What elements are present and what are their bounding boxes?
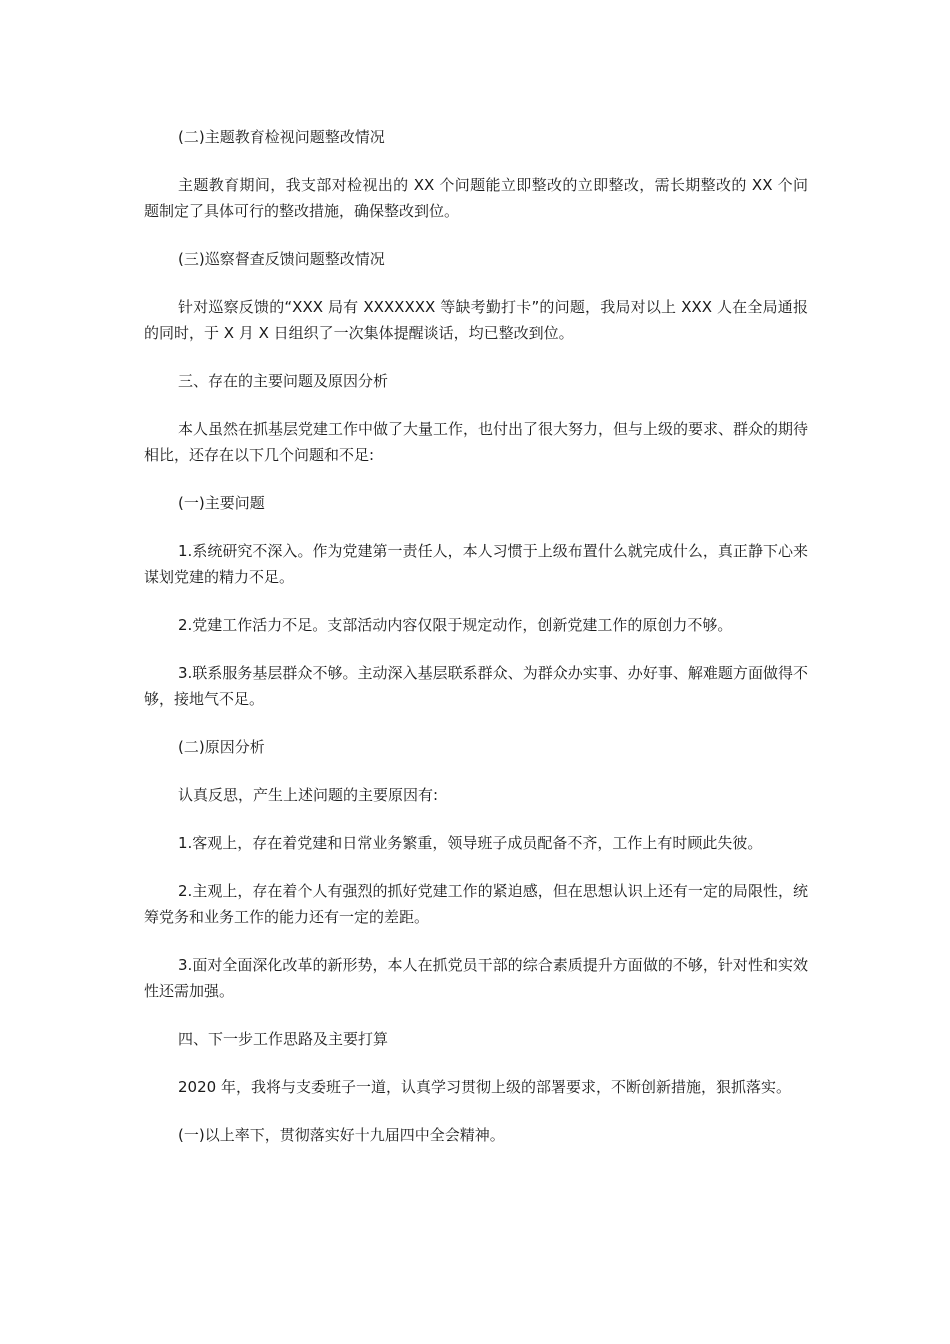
problem-item-3: 3.联系服务基层群众不够。主动深入基层联系群众、为群众办实事、办好事、解难题方面做得不够，接地气不足。 <box>144 664 808 708</box>
document-body <box>144 124 808 1170</box>
paragraph-theme-education-rectification: 主题教育期间，我支部对检视出的 XX 个问题能立即整改的立即整改，需长期整改的 XX 个问题制定了具体可行的整改措施，确保整改到位。 <box>144 176 808 220</box>
cause-item-2: 2.主观上，存在着个人有强烈的抓好党建工作的紧迫感，但在思想认识上还有一定的局限性，统筹党务和业务工作的能力还有一定的差距。 <box>144 882 808 926</box>
section-heading-main-problems: 三、存在的主要问题及原因分析 <box>178 372 389 390</box>
cause-item-3: 3.面对全面深化改革的新形势，本人在抓党员干部的综合素质提升方面做的不够，针对性和实效性还需加强。 <box>144 956 808 1000</box>
paragraph-2020-plan: 2020 年，我将与支委班子一道，认真学习贯彻上级的部署要求，不断创新措施，狠抓落实。 <box>178 1078 791 1096</box>
problem-item-1: 1.系统研究不深入。作为党建第一责任人，本人习惯于上级布置什么就完成什么，真正静下心来谋划党建的精力不足。 <box>144 542 808 586</box>
subsection-heading-lead-by-example: (一)以上率下，贯彻落实好十九届四中全会精神。 <box>178 1126 505 1144</box>
paragraph-problems-intro: 本人虽然在抓基层党建工作中做了大量工作，也付出了很大努力，但与上级的要求、群众的期待相比，还存在以下几个问题和不足: <box>144 420 809 464</box>
section-heading-next-steps: 四、下一步工作思路及主要打算 <box>178 1030 389 1048</box>
subsection-heading-main-problems: (一)主要问题 <box>178 494 265 512</box>
paragraph-inspection-feedback: 针对巡察反馈的“XXX 局有 XXXXXXX 等缺考勤打卡”的问题，我局对以上 XXX 人在全局通报的同时，于 X 月 X 日组织了一次集体提醒谈话，均已整改到位。 <box>144 298 808 342</box>
subsection-heading-cause-analysis: (二)原因分析 <box>178 738 265 756</box>
section-heading-inspection-feedback: (三)巡察督查反馈问题整改情况 <box>178 250 385 268</box>
paragraph-cause-intro: 认真反思，产生上述问题的主要原因有: <box>178 786 439 804</box>
problem-item-2: 2.党建工作活力不足。支部活动内容仅限于规定动作，创新党建工作的原创力不够。 <box>178 616 733 634</box>
cause-item-1: 1.客观上，存在着党建和日常业务繁重，领导班子成员配备不齐，工作上有时顾此失彼。 <box>178 834 763 852</box>
section-heading-theme-education-issues: (二)主题教育检视问题整改情况 <box>178 128 385 146</box>
